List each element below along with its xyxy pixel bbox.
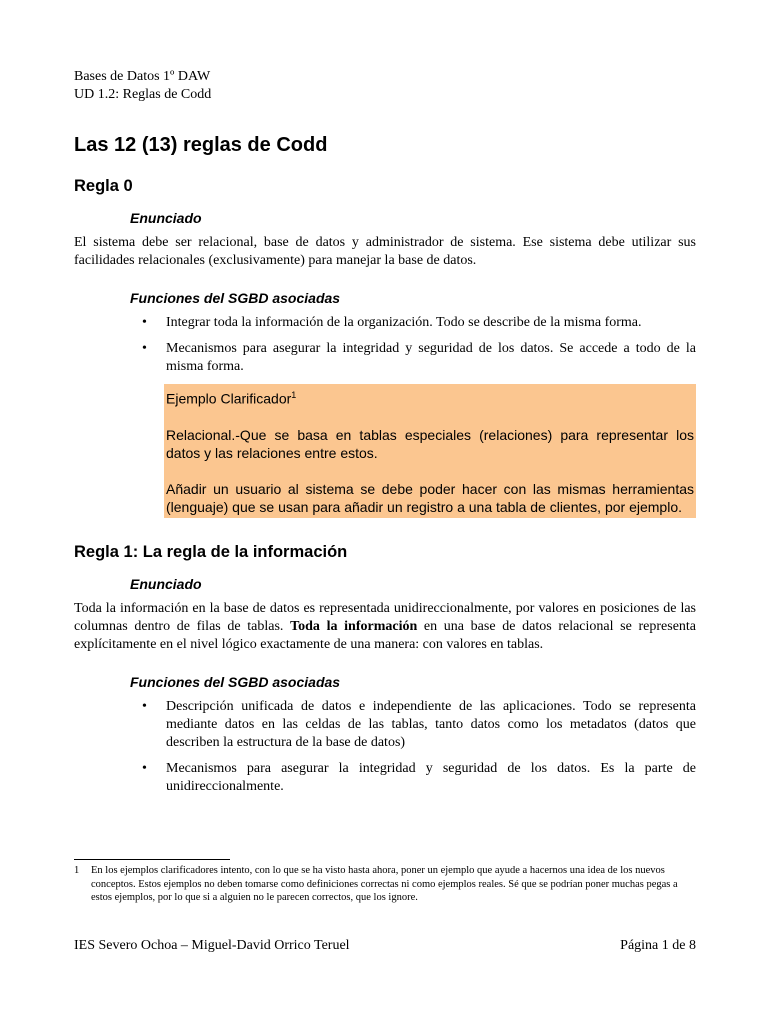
regla-1-bullet-list — [74, 698, 696, 796]
bullet-icon: • — [142, 315, 147, 330]
callout-paragraph: Añadir un usuario al sistema se debe poder hacer con las mismas herramientas (lenguaje) que se usan para añadir un registro a una tabla de clientes, por ejemplo. — [166, 480, 694, 515]
main-content — [74, 130, 696, 804]
list-item-text: Mecanismos para asegurar la integridad y seguridad de los datos. Es la parte de unidireccionalmente. — [166, 760, 696, 794]
callout-title: Ejemplo Clarificador$^1$ — [166, 390, 297, 407]
header-unit: UD 1.2: Reglas de Codd — [74, 87, 212, 102]
regla-1-enunciado-text: Toda la información en la base de datos es representada unidireccionalmente, por valores en posiciones de las columnas dentro de filas de tablas. Toda la información en una base de datos relacional se representa explícitamente en el nivel lógico exactamente de una manera: con valores en tablas. — [74, 600, 697, 652]
header-course: Bases de Datos 1º DAW — [74, 69, 211, 84]
regla-1-funciones-label: Funciones del SGBD asociadas — [130, 673, 341, 690]
document-title: Las 12 (13) reglas de Codd — [74, 134, 328, 156]
page-number: Página 1 de 8 — [620, 938, 696, 953]
footer-author: IES Severo Ochoa – Miguel-David Orrico Teruel — [74, 938, 350, 953]
page-header — [74, 68, 211, 104]
regla-0-enunciado-text: El sistema debe ser relacional, base de datos y administrador de sistema. Ese sistema debe utilizar sus facilidades relacionales (exclusivamente) para manejar la base de datos. — [74, 235, 696, 268]
list-item-text: Descripción unificada de datos e independiente de las aplicaciones. Todo se representa mediante datos en las celdas de las tablas, tanto datos como los metadatos (datos que describen la estructura de la base de datos) — [166, 698, 696, 750]
regla-1-heading: Regla 1: La regla de la información — [74, 542, 348, 561]
footnote-separator — [74, 859, 230, 860]
bullet-icon: • — [142, 698, 147, 714]
regla-1-enunciado-label: Enunciado — [130, 575, 202, 592]
section-regla-0 — [74, 174, 696, 518]
footnote-number: 1 — [74, 865, 80, 876]
list-item — [74, 698, 696, 752]
list-item-text: Integrar toda la información de la organización. Todo se describe de la misma forma. — [166, 315, 642, 330]
footnote-text: En los ejemplos clarificadores intento, con lo que se ha visto hasta ahora, poner un ejemplo que ayude a hacernos una idea de los nuevos conceptos. Estos ejemplos no deben tomarse como definiciones correctas ni como ejemplos reales. Sé que se podrían poner muchas pegas a estos ejemplos, por lo que si a alguien no le parecen correctos, que los ignore. — [91, 865, 678, 903]
section-regla-1 — [74, 540, 696, 796]
list-item-text: Mecanismos para asegurar la integridad y seguridad de los datos. Se accede a todo de la misma forma. — [166, 341, 696, 374]
regla-0-heading: Regla 0 — [74, 177, 133, 195]
regla-0-enunciado-label: Enunciado — [130, 210, 202, 226]
callout-paragraph: Relacional.-Que se basa en tablas especiales (relaciones) para representar los datos y las relaciones entre estos. — [166, 426, 694, 461]
list-item — [74, 340, 696, 376]
list-item — [74, 314, 696, 332]
bullet-icon: • — [142, 341, 147, 356]
list-item — [74, 760, 696, 796]
footnote — [74, 864, 696, 905]
emphasis-text: Toda la información — [290, 618, 418, 634]
regla-0-funciones-label: Funciones del SGBD asociadas — [130, 290, 341, 306]
regla-0-bullet-list — [74, 314, 696, 376]
footnote-reference[interactable]: 1 — [291, 390, 297, 400]
example-callout — [164, 384, 696, 518]
bullet-icon: • — [142, 760, 147, 776]
